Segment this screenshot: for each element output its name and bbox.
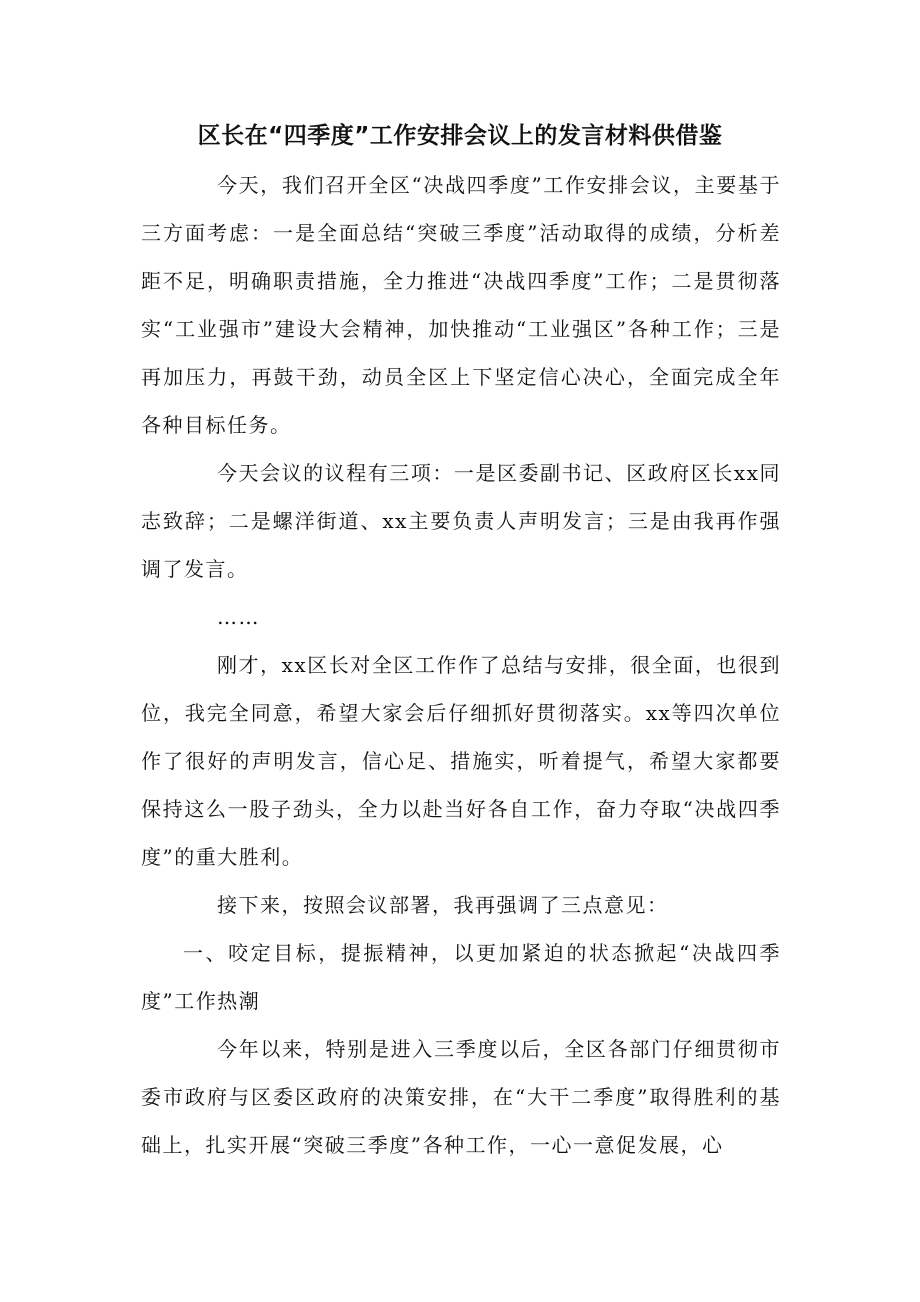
document-body — [141, 161, 781, 1169]
paragraph-intro: 今天，我们召开全区“决战四季度”工作安排会议，主要基于三方面考虑：一是全面总结“突破三季度”活动取得的成绩，分析差距不足，明确职责措施，全力推进“决战四季度”工作；二是贯彻落实“工业强市”建设大会精神，加快推动“工业强区”各种工作；三是再加压力，再鼓干劲，动员全区上下坚定信心决心，全面完成全年各种目标任务。 — [141, 173, 781, 437]
paragraph-section-1-body: 今年以来，特别是进入三季度以后，全区各部门仔细贯彻市委市政府与区委区政府的决策安排，在“大干二季度”取得胜利的基础上，扎实开展“突破三季度”各种工作，一心一意促发展，心 — [141, 1037, 781, 1157]
paragraph-summary: 刚才，xx区长对全区工作作了总结与安排，很全面，也很到位，我完全同意，希望大家会后仔细抓好贯彻落实。xx等四次单位作了很好的声明发言，信心足、措施实，听着提气，希望大家都要保持这么一股子劲头，全力以赴当好各自工作，奋力夺取“决战四季度”的重大胜利。 — [141, 653, 781, 869]
paragraph-transition: 接下来，按照会议部署，我再强调了三点意见： — [217, 893, 669, 917]
paragraph-agenda: 今天会议的议程有三项：一是区委副书记、区政府区长xx同志致辞；二是螺洋街道、xx主要负责人声明发言；三是由我再作强调了发言。 — [141, 461, 781, 581]
section-heading-1: 一、咬定目标，提振精神，以更加紧迫的状态掀起“决战四季度”工作热潮 — [141, 941, 781, 1013]
paragraph-ellipsis: …… — [217, 605, 260, 629]
document-title: 区长在“四季度”工作安排会议上的发言材料供借鉴 — [197, 123, 723, 149]
